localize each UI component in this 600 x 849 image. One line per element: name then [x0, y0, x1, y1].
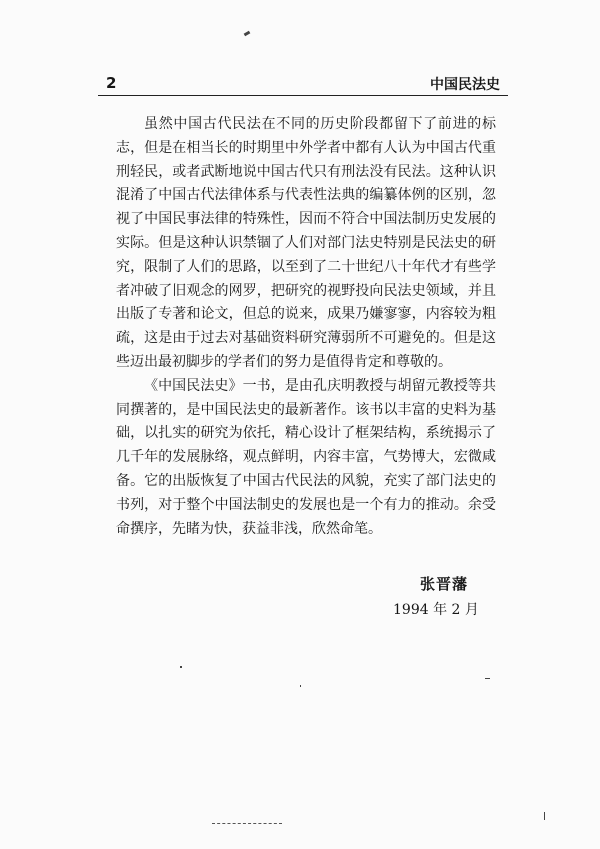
preface-date: 1994 年 2 月 [393, 602, 479, 618]
author-signature: 张晋藩 [420, 575, 469, 593]
paragraph-2: 《中国民法史》一书，是由孔庆明教授与胡留元教授等共同撰著的，是中国民法史的最新著作。该书以丰富的史料为基础，以扎实的研究为依托，精心设计了框架结构，系统揭示了几千年的发展脉络，观点鲜明，内容丰富，气势博大，宏微咸备。它的出版恢复了中国古代民法的风貌，充实了部门法史的书列，对于整个中国法制史的发展也是一个有力的推动。余受命撰序，先睹为快，获益非浅，欣然命笔。 [116, 377, 496, 537]
scan-speck [180, 666, 182, 668]
page-header [98, 72, 500, 92]
header-rule [98, 95, 508, 96]
scan-speck [544, 812, 545, 820]
scan-speck [485, 678, 490, 679]
scan-dash-mark [212, 823, 282, 824]
running-title: 中国民法史 [430, 77, 500, 93]
scan-speck [244, 31, 251, 37]
paragraph-1: 虽然中国古代民法在不同的历史阶段都留下了前进的标志，但是在相当长的时期里中外学者中都有人认为中国古代重刑轻民，或者武断地说中国古代只有刑法没有民法。这种认识混淆了中国古代法律体系与代表性法典的编纂体例的区别，忽视了中国民事法律的特殊性，因而不符合中国法制历史发展的实际。但是这种认识禁锢了人们对部门法史特别是民法史的研究，限制了人们的思路，以至到了二十世纪八十年代才有些学者冲破了旧观念的网罗，把研究的视野投向民法史领域，并且出版了专著和论文，但总的说来，成果乃嫌寥寥，内容较为粗疏，这是由于过去对基础资料研究薄弱所不可避免的。但是这些迈出最初脚步的学者们的努力是值得肯定和尊敬的。 [116, 116, 496, 370]
page-number: 2 [106, 74, 117, 92]
scan-speck [300, 685, 301, 687]
preface-body [116, 113, 496, 541]
